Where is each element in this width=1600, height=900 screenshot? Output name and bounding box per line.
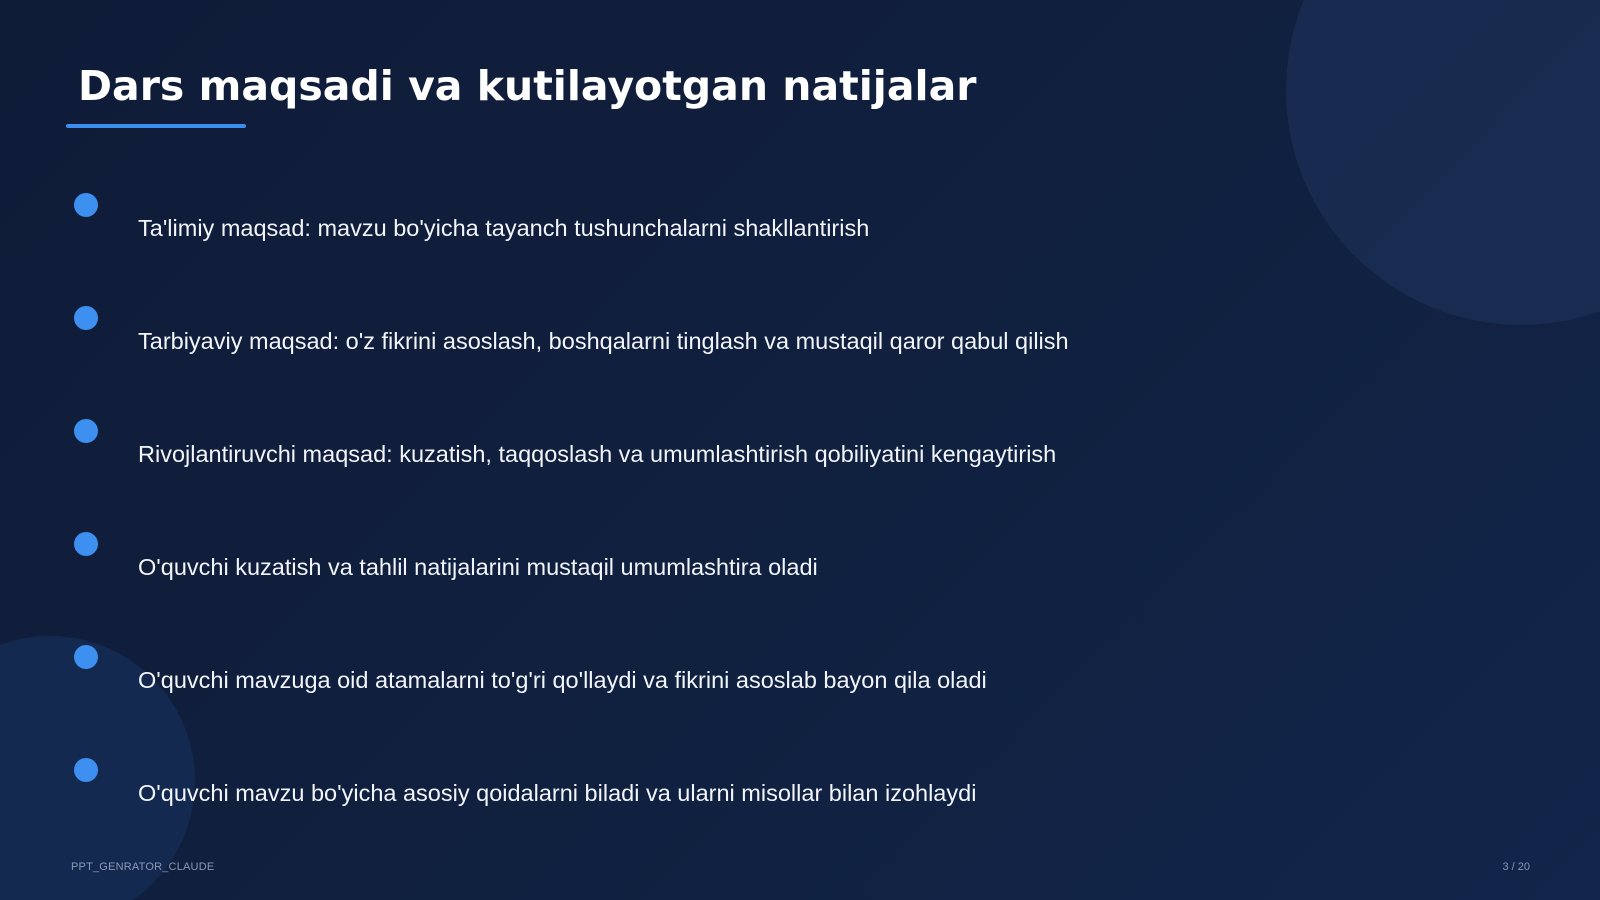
page-indicator: 3 / 20: [1502, 861, 1530, 873]
objective-item: [0, 306, 1200, 386]
slide-title: Dars maqsadi va kutilayotgan natijalar: [78, 62, 977, 110]
objective-text: Tarbiyaviy maqsad: o'z fikrini asoslash, boshqalarni tinglash va mustaqil qaror qabul qilish: [138, 328, 1069, 354]
footer-source-label: PPT_GENRATOR_CLAUDE: [71, 861, 215, 873]
objective-text: O'quvchi mavzuga oid atamalarni to'g'ri qo'llaydi va fikrini asoslab bayon qila oladi: [138, 667, 987, 693]
objective-item: [0, 758, 1200, 838]
title-underline: [66, 124, 246, 128]
objective-text: O'quvchi kuzatish va tahlil natijalarini mustaqil umumlashtira oladi: [138, 554, 818, 580]
bullet-dot-icon: [74, 532, 98, 556]
bullet-dot-icon: [74, 758, 98, 782]
objective-item: [0, 532, 1200, 612]
objective-text: O'quvchi mavzu bo'yicha asosiy qoidalarni biladi va ularni misollar bilan izohlaydi: [138, 780, 977, 806]
decorative-circle-top-right: [1286, 0, 1600, 325]
objective-item: [0, 645, 1200, 725]
objective-item: [0, 193, 1200, 273]
objective-text: Rivojlantiruvchi maqsad: kuzatish, taqqoslash va umumlashtirish qobiliyatini kengaytirish: [138, 441, 1057, 467]
bullet-dot-icon: [74, 306, 98, 330]
bullet-dot-icon: [74, 419, 98, 443]
bullet-dot-icon: [74, 645, 98, 669]
bullet-dot-icon: [74, 193, 98, 217]
objective-item: [0, 419, 1200, 499]
objective-text: Ta'limiy maqsad: mavzu bo'yicha tayanch tushunchalarni shakllantirish: [138, 215, 870, 241]
